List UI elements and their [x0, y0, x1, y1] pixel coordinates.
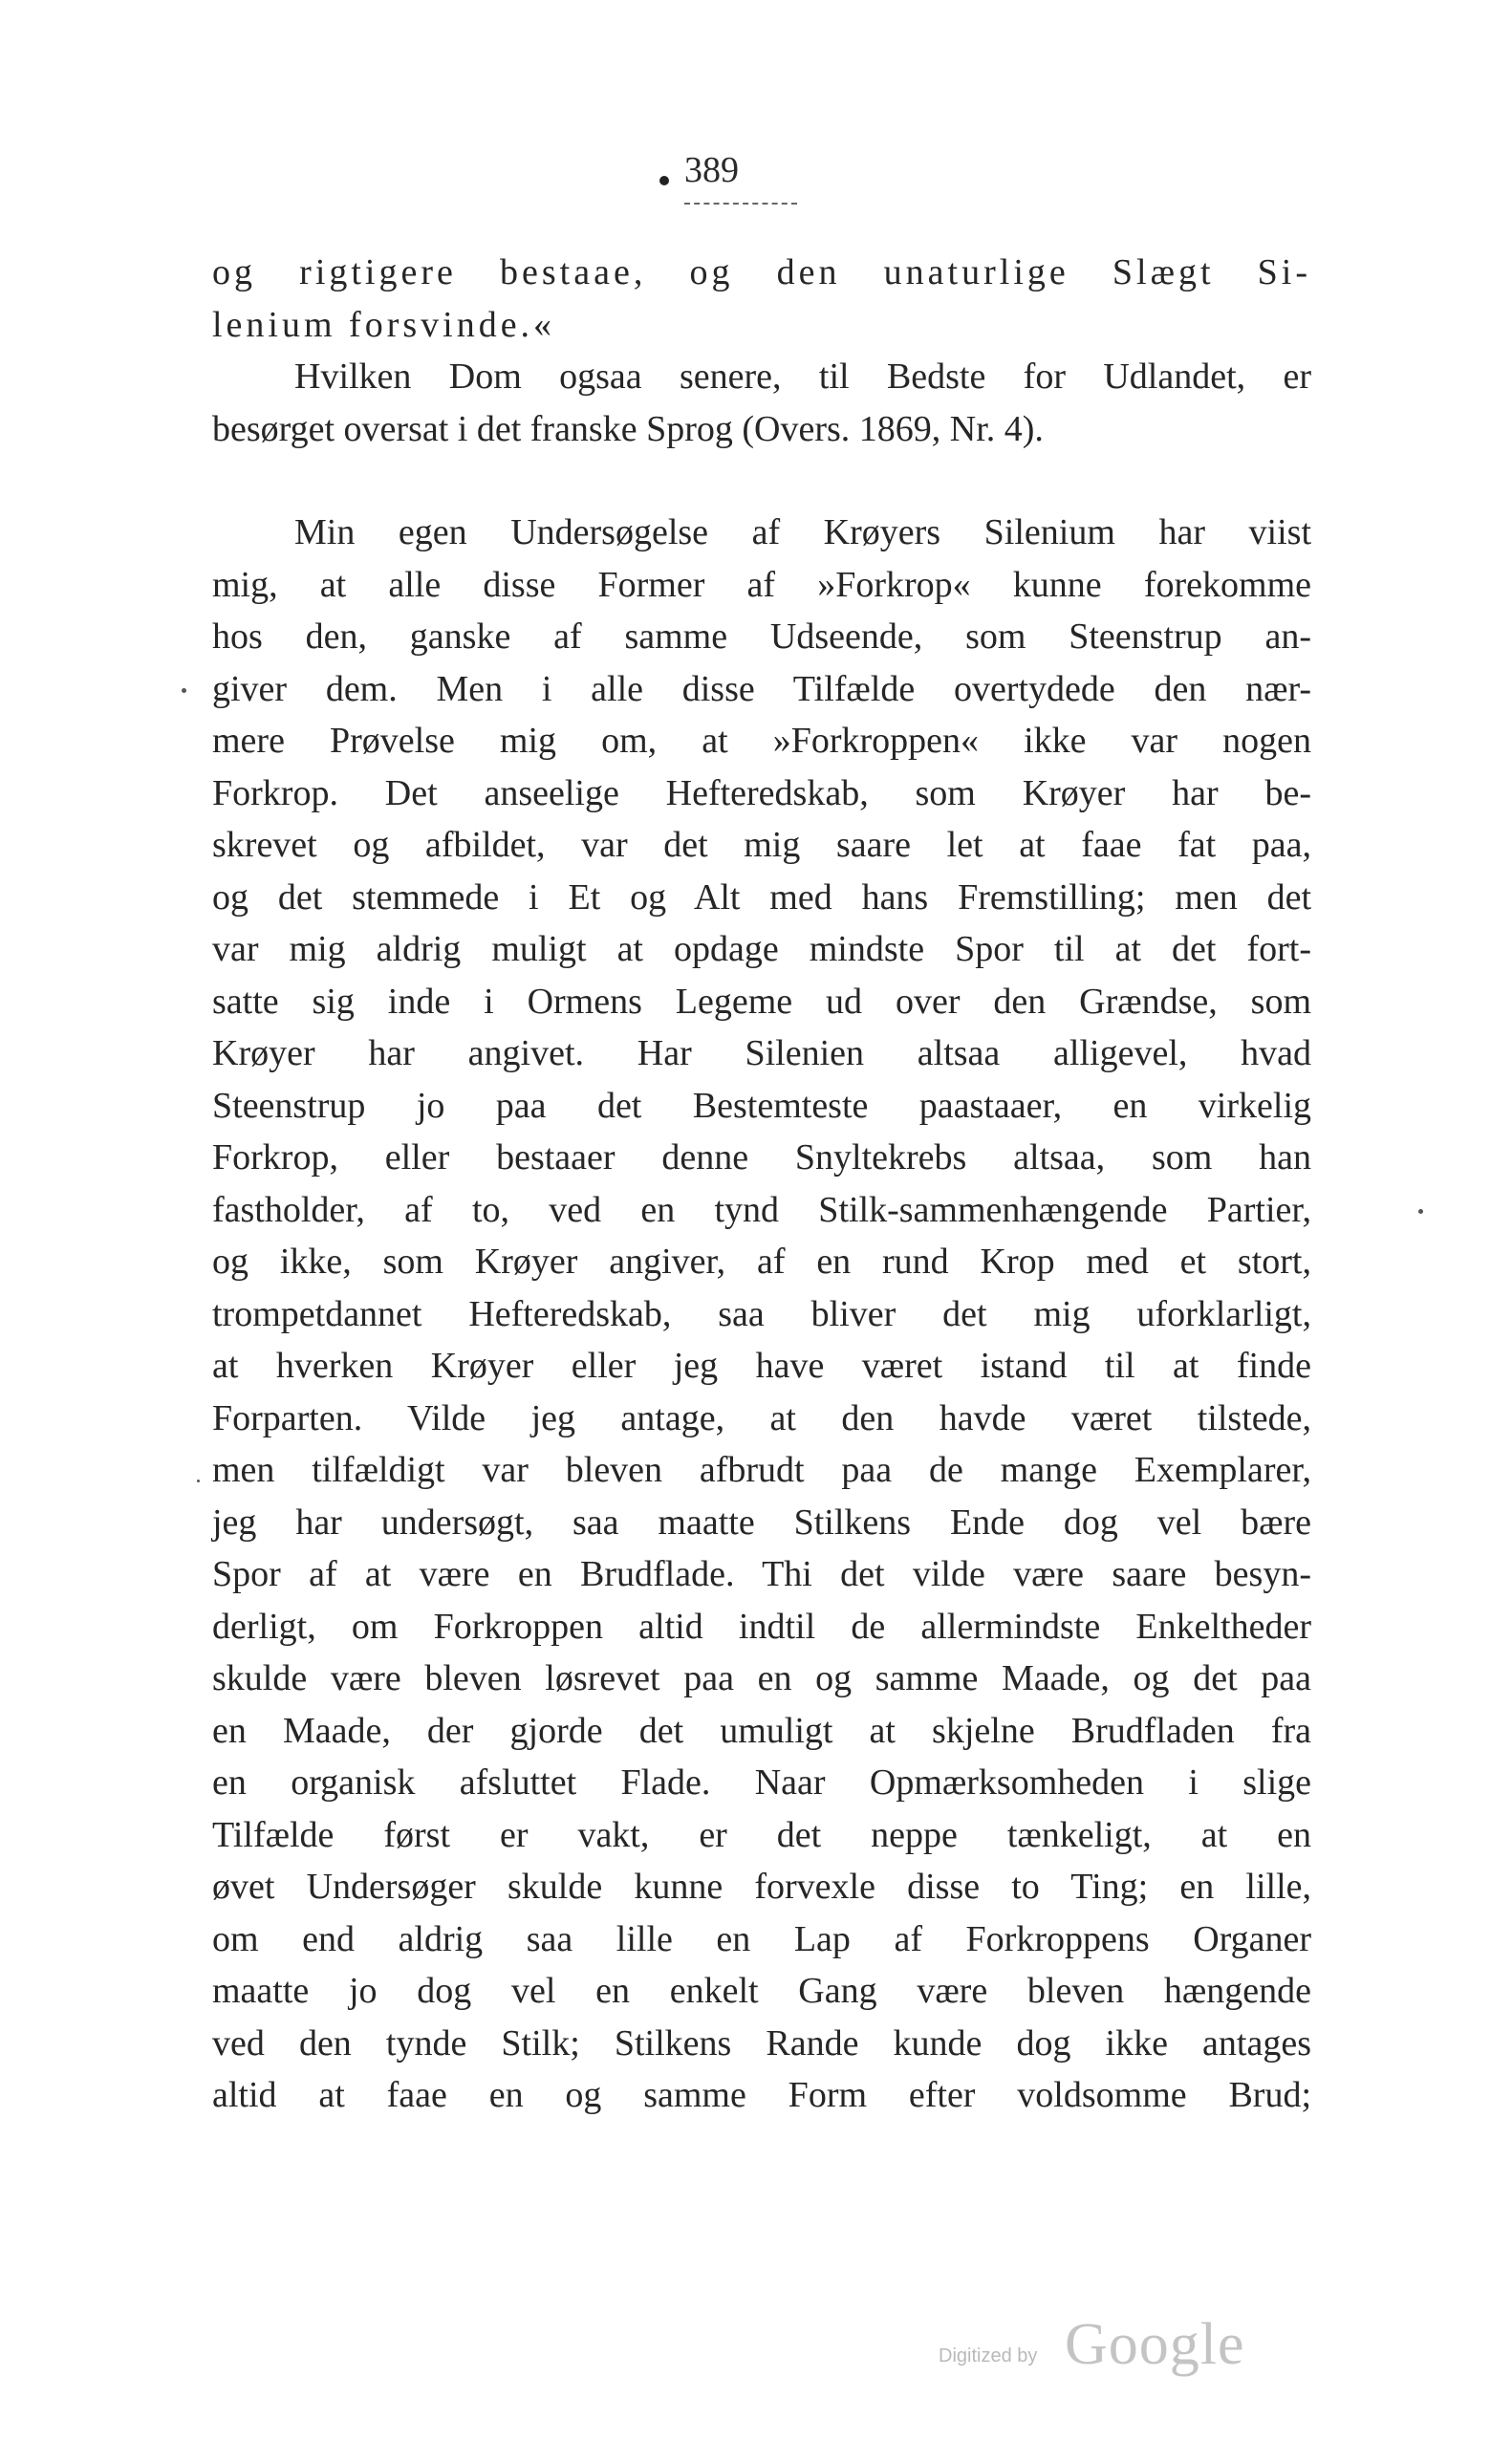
header-bullet: [659, 176, 669, 185]
text-line: skrevet og afbildet, var det mig saare let at faae fat paa,: [212, 825, 1311, 865]
text-line: øvet Undersøger skulde kunne forvexle disse to Ting; en lille,: [212, 1867, 1311, 1907]
text-line: giver dem. Men i alle disse Tilfælde overtydede den nær-: [212, 668, 1311, 709]
text-line: skulde være bleven løsrevet paa en og samme Maade, og det paa: [212, 1658, 1311, 1698]
text-line: trompetdannet Hefteredskab, saa bliver det mig uforklarligt,: [212, 1293, 1311, 1334]
text-line: en Maade, der gjorde det umuligt at skjelne Brudfladen fra: [212, 1710, 1311, 1751]
page-number: 389: [684, 150, 739, 190]
watermark-prefix: Digitized by: [939, 2345, 1038, 2366]
text-line: var mig aldrig muligt at opdage mindste Spor til at det fort-: [212, 929, 1311, 969]
text-line: Steenstrup jo paa det Bestemteste paastaaer, en virkelig: [212, 1085, 1311, 1126]
text-line: altid at faae en og samme Form efter voldsomme Brud;: [212, 2075, 1311, 2115]
text-line: ved den tynde Stilk; Stilkens Rande kunde dog ikke antages: [212, 2022, 1311, 2064]
text-line: men tilfældigt var bleven afbrudt paa de mange Exemplarer,: [212, 1450, 1311, 1490]
text-line: og ikke, som Krøyer angiver, af en rund Krop med et stort,: [212, 1242, 1311, 1282]
text-line: derligt, om Forkroppen altid indtil de allermindste Enkeltheder: [212, 1606, 1311, 1647]
text-line: Krøyer har angivet. Har Silenien altsaa alligevel, hvad: [212, 1033, 1311, 1073]
google-logo: Google: [1065, 2312, 1245, 2377]
text-line: Forkrop. Det anseelige Hefteredskab, som Krøyer har be-: [212, 772, 1311, 813]
digitized-watermark: [939, 2303, 1283, 2380]
text-line: maatte jo dog vel en enkelt Gang være bleven hængende: [212, 1971, 1311, 2011]
text-line: at hverken Krøyer eller jeg have været istand til at finde: [212, 1346, 1311, 1386]
text-line: Min egen Undersøgelse af Krøyers Silenium har viist: [294, 512, 1311, 552]
margin-speck: [197, 1480, 200, 1482]
text-line: satte sig inde i Ormens Legeme ud over den Grændse, som: [212, 981, 1311, 1022]
text-line: fastholder, af to, ved en tynd Stilk-sammenhængende Partier,: [212, 1189, 1311, 1230]
text-line: jeg har undersøgt, saa maatte Stilkens Ende dog vel bære: [212, 1502, 1311, 1543]
text-line: Forparten. Vilde jeg antage, at den havde været tilstede,: [212, 1397, 1311, 1438]
text-line: Forkrop, eller bestaaer denne Snyltekrebs altsaa, som han: [212, 1137, 1311, 1178]
text-line: mig, at alle disse Former af »Forkrop« kunne forekomme: [212, 564, 1311, 605]
text-line: Tilfælde først er vakt, er det neppe tænkeligt, at en: [212, 1814, 1311, 1855]
text-line: Spor af at være en Brudflade. Thi det vilde være saare besyn-: [212, 1554, 1311, 1594]
text-line: en organisk afsluttet Flade. Naar Opmærksomheden i slige: [212, 1762, 1311, 1803]
text-line: mere Prøvelse mig om, at »Forkroppen« ikke var nogen: [212, 721, 1311, 761]
text-line: hos den, ganske af samme Udseende, som Steenstrup an-: [212, 616, 1311, 657]
text-line: lenium forsvinde.«: [212, 304, 556, 345]
header-rule: [684, 203, 797, 205]
text-line: og det stemmede i Et og Alt med hans Fremstilling; men det: [212, 876, 1311, 918]
text-line: Hvilken Dom ogsaa senere, til Bedste for Udlandet, er: [294, 357, 1311, 397]
text-line: besørget oversat i det franske Sprog (Overs. 1869, Nr. 4).: [212, 408, 1044, 449]
margin-speck: [182, 688, 186, 693]
body-text: [212, 247, 1311, 2122]
paragraph-gap: [212, 455, 1311, 507]
margin-speck: [1418, 1209, 1423, 1214]
page-header: [659, 143, 851, 201]
text-line: og rigtigere bestaae, og den unaturlige Slægt Si-: [212, 252, 1311, 292]
text-line: om end aldrig saa lille en Lap af Forkroppens Organer: [212, 1918, 1311, 1959]
